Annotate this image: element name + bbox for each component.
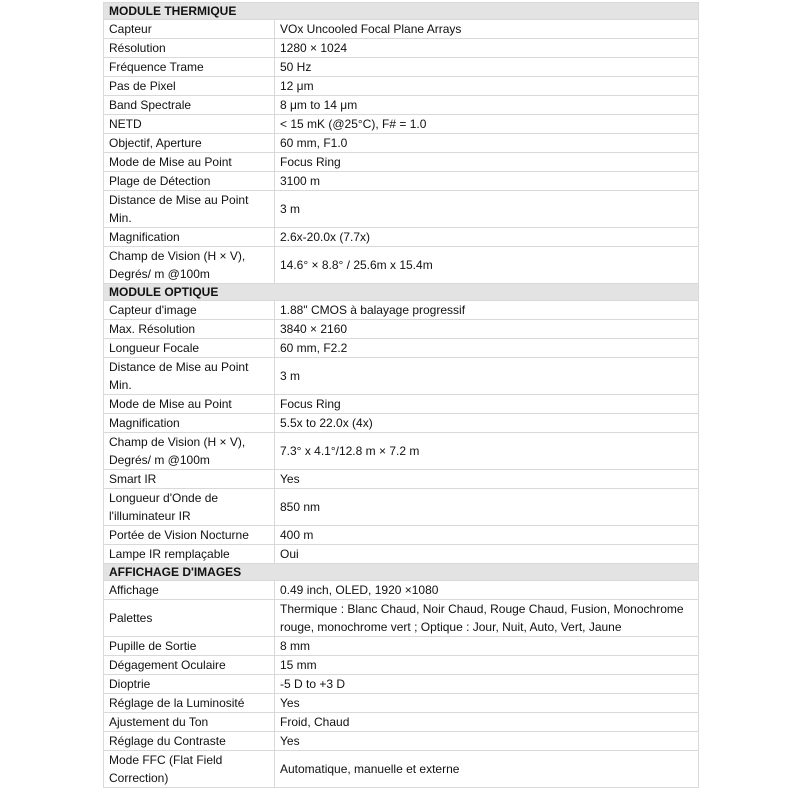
spec-label: Affichage — [104, 581, 275, 600]
spec-value: 14.6° × 8.8° / 25.6m x 15.4m — [275, 247, 699, 284]
table-row — [104, 751, 699, 788]
spec-label: Résolution — [104, 39, 275, 58]
spec-value: 8 μm to 14 μm — [275, 96, 699, 115]
table-row — [104, 115, 699, 134]
section-header — [104, 3, 699, 20]
spec-value: 1280 × 1024 — [275, 39, 699, 58]
spec-label: Plage de Détection — [104, 172, 275, 191]
spec-label: Dioptrie — [104, 675, 275, 694]
spec-value: Focus Ring — [275, 395, 699, 414]
table-row — [104, 694, 699, 713]
spec-value: Thermique : Blanc Chaud, Noir Chaud, Rouge Chaud, Fusion, Monochrome rouge, monochrome vert ; Optique : Jour, Nuit, Auto, Vert, Jaune — [275, 600, 699, 637]
spec-label: Palettes — [104, 600, 275, 637]
spec-label: Band Spectrale — [104, 96, 275, 115]
spec-label: Max. Résolution — [104, 320, 275, 339]
table-row — [104, 172, 699, 191]
spec-table — [103, 2, 699, 788]
spec-value: -5 D to +3 D — [275, 675, 699, 694]
section-title: AFFICHAGE D'IMAGES — [104, 564, 699, 581]
table-row — [104, 301, 699, 320]
table-row — [104, 600, 699, 637]
spec-value: 8 mm — [275, 637, 699, 656]
table-row — [104, 339, 699, 358]
table-row — [104, 713, 699, 732]
spec-label: Réglage de la Luminosité — [104, 694, 275, 713]
spec-value: 60 mm, F2.2 — [275, 339, 699, 358]
spec-label: Magnification — [104, 414, 275, 433]
spec-label: Mode de Mise au Point — [104, 395, 275, 414]
spec-value: 400 m — [275, 526, 699, 545]
spec-value: 15 mm — [275, 656, 699, 675]
spec-value: 60 mm, F1.0 — [275, 134, 699, 153]
spec-value: 1.88" CMOS à balayage progressif — [275, 301, 699, 320]
section-title: MODULE THERMIQUE — [104, 3, 699, 20]
table-row — [104, 320, 699, 339]
spec-value: 12 μm — [275, 77, 699, 96]
table-row — [104, 489, 699, 526]
spec-label: Pas de Pixel — [104, 77, 275, 96]
spec-value: Automatique, manuelle et externe — [275, 751, 699, 788]
spec-label: Ajustement du Ton — [104, 713, 275, 732]
spec-label: Mode FFC (Flat Field Correction) — [104, 751, 275, 788]
spec-value: 3 m — [275, 191, 699, 228]
spec-value: 3 m — [275, 358, 699, 395]
spec-label: Objectif, Aperture — [104, 134, 275, 153]
table-row — [104, 433, 699, 470]
table-row — [104, 732, 699, 751]
table-row — [104, 96, 699, 115]
spec-label: Portée de Vision Nocturne — [104, 526, 275, 545]
spec-label: Pupille de Sortie — [104, 637, 275, 656]
section-header — [104, 564, 699, 581]
table-row — [104, 470, 699, 489]
spec-label: Champ de Vision (H × V), Degrés/ m @100m — [104, 433, 275, 470]
spec-label: Longueur Focale — [104, 339, 275, 358]
spec-value: 5.5x to 22.0x (4x) — [275, 414, 699, 433]
spec-label: Mode de Mise au Point — [104, 153, 275, 172]
spec-label: Distance de Mise au Point Min. — [104, 358, 275, 395]
table-row — [104, 414, 699, 433]
table-row — [104, 581, 699, 600]
spec-label: Capteur — [104, 20, 275, 39]
table-row — [104, 395, 699, 414]
spec-value: 7.3° x 4.1°/12.8 m × 7.2 m — [275, 433, 699, 470]
table-row — [104, 134, 699, 153]
table-row — [104, 545, 699, 564]
table-row — [104, 153, 699, 172]
spec-label: Smart IR — [104, 470, 275, 489]
spec-label: NETD — [104, 115, 275, 134]
table-row — [104, 656, 699, 675]
spec-value: 850 nm — [275, 489, 699, 526]
spec-value: VOx Uncooled Focal Plane Arrays — [275, 20, 699, 39]
table-row — [104, 58, 699, 77]
spec-label: Dégagement Oculaire — [104, 656, 275, 675]
spec-value: Yes — [275, 470, 699, 489]
spec-label: Distance de Mise au Point Min. — [104, 191, 275, 228]
spec-value: < 15 mK (@25°C), F# = 1.0 — [275, 115, 699, 134]
table-row — [104, 228, 699, 247]
spec-value: 50 Hz — [275, 58, 699, 77]
section-title: MODULE OPTIQUE — [104, 284, 699, 301]
spec-value: Focus Ring — [275, 153, 699, 172]
spec-label: Fréquence Trame — [104, 58, 275, 77]
spec-label: Réglage du Contraste — [104, 732, 275, 751]
table-row — [104, 675, 699, 694]
section-header — [104, 284, 699, 301]
spec-value: Froid, Chaud — [275, 713, 699, 732]
spec-value: 2.6x-20.0x (7.7x) — [275, 228, 699, 247]
table-row — [104, 637, 699, 656]
table-row — [104, 39, 699, 58]
spec-label: Capteur d'image — [104, 301, 275, 320]
spec-label: Champ de Vision (H × V), Degrés/ m @100m — [104, 247, 275, 284]
spec-value: 3100 m — [275, 172, 699, 191]
spec-value: Yes — [275, 732, 699, 751]
spec-value: 3840 × 2160 — [275, 320, 699, 339]
table-row — [104, 526, 699, 545]
spec-value: 0.49 inch, OLED, 1920 ×1080 — [275, 581, 699, 600]
spec-label: Longueur d'Onde de l'illuminateur IR — [104, 489, 275, 526]
table-row — [104, 191, 699, 228]
table-row — [104, 20, 699, 39]
spec-label: Lampe IR remplaçable — [104, 545, 275, 564]
spec-value: Oui — [275, 545, 699, 564]
table-row — [104, 247, 699, 284]
table-row — [104, 358, 699, 395]
spec-label: Magnification — [104, 228, 275, 247]
table-row — [104, 77, 699, 96]
spec-value: Yes — [275, 694, 699, 713]
